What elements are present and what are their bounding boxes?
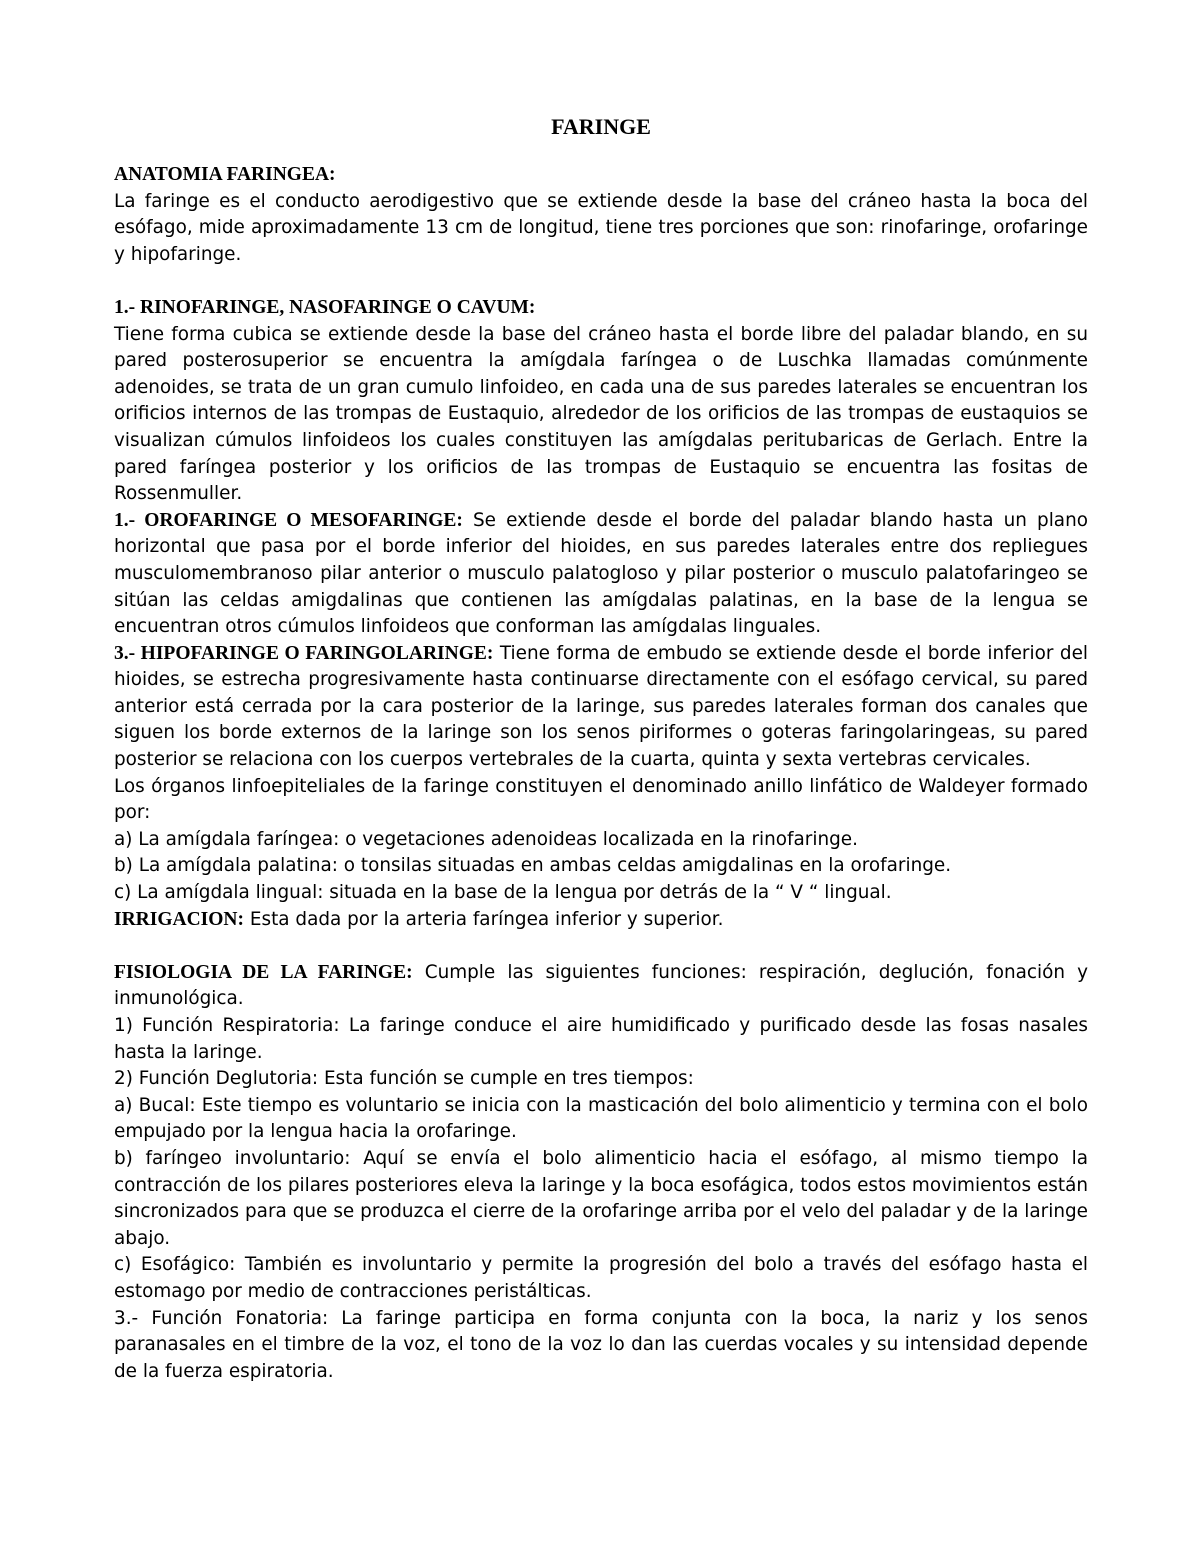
fisiologia-item-fonatoria: 3.- Función Fonatoria: La faringe participa en forma conjunta con la boca, la nariz y los senos paranasales en el timbre de la voz, el tono de la voz lo dan las cuerdas vocales y su intensidad depende de la fuerza espiratoria. <box>114 1307 1088 1382</box>
waldeyer-item-c: c) La amígdala lingual: situada en la base de la lengua por detrás de la “ V “ lingual. <box>114 882 892 904</box>
orofaringe-text: Se extiende desde el borde del paladar blando hasta un plano horizontal que pasa por el borde inferior del hioides, en sus paredes laterales entre dos repliegues musculomembranoso pilar anterior o musculo palatogloso y pilar posterior o musculo palatofaringeo se sitúan las celdas amigdalinas que contienen las amígdalas palatinas, en la base de la lengua se encuentran otros cúmulos linfoideos que conforman las amígdalas linguales. <box>114 509 1088 638</box>
fisiologia-heading: FISIOLOGIA DE LA FARINGE: <box>114 961 413 983</box>
anatomia-heading: ANATOMIA FARINGEA: <box>114 164 336 185</box>
fisiologia-item-deglutoria: 2) Función Deglutoria: Esta función se cumple en tres tiempos: <box>114 1068 694 1090</box>
hipofaringe-paragraph <box>114 641 1088 774</box>
section-rinofaringe-heading <box>114 295 1088 322</box>
rinofaringe-heading: 1.- RINOFARINGE, NASOFARINGE O CAVUM: <box>114 296 536 318</box>
fisiologia-item-faringeo: b) faríngeo involuntario: Aquí se envía el bolo alimenticio hacia el esófago, al mismo tiempo la contracción de los pilares posteriores eleva la laringe y la boca esofágica, todos estos movimientos están sincronizados para que se produzca el cierre de la orofaringe arriba por el velo del paladar y de la laringe abajo. <box>114 1147 1088 1249</box>
waldeyer-item-b: b) La amígdala palatina: o tonsilas situadas en ambas celdas amigdalinas en la orofaringe. <box>114 855 952 877</box>
waldeyer-item-a: a) La amígdala faríngea: o vegetaciones adenoideas localizada en la rinofaringe. <box>114 828 858 850</box>
rinofaringe-paragraph: Tiene forma cubica se extiende desde la base del cráneo hasta el borde libre del paladar blando, en su pared posterosuperior se encuentra la amígdala faríngea o de Luschka llamadas comúnmente adenoides, se trata de un gran cumulo linfoideo, en cada una de sus paredes laterales se encuentran los orificios internos de las trompas de Eustaquio, alrededor de los orificios de las trompas de eustaquios se visualizan cúmulos linfoideos los cuales constituyen las amígdalas peritubaricas de Gerlach. Entre la pared faríngea posterior y los orificios de las trompas de Eustaquio se encuentra las fositas de Rossenmuller. <box>114 323 1088 505</box>
blank-line <box>114 933 1088 960</box>
fisiologia-item-respiratoria: 1) Función Respiratoria: La faringe conduce el aire humidificado y purificado desde las fosas nasales hasta la laringe. <box>114 1015 1088 1063</box>
fisiologia-paragraph <box>114 960 1088 1013</box>
blank-line <box>114 268 1088 295</box>
fisiologia-item-esofagico: c) Esofágico: También es involuntario y permite la progresión del bolo a través del esófago hasta el estomago por medio de contracciones peristálticas. <box>114 1254 1088 1302</box>
document-page <box>114 112 1088 1385</box>
irrigacion-text: Esta dada por la arteria faríngea inferior y superior. <box>244 908 724 930</box>
waldeyer-intro: Los órganos linfoepiteliales de la faringe constituyen el denominado anillo linfático de Waldeyer formado por: <box>114 775 1088 824</box>
section-anatomia-heading <box>114 162 1088 189</box>
irrigacion-heading: IRRIGACION: <box>114 908 245 930</box>
orofaringe-paragraph <box>114 508 1088 641</box>
document-title: FARINGE <box>551 114 651 139</box>
fisiologia-item-bucal: a) Bucal: Este tiempo es voluntario se inicia con la masticación del bolo alimenticio y termina con el bolo empujado por la lengua hacia la orofaringe. <box>114 1094 1088 1143</box>
orofaringe-heading: 1.- OROFARINGE O MESOFARINGE: <box>114 509 463 531</box>
anatomia-paragraph: La faringe es el conducto aerodigestivo que se extiende desde la base del cráneo hasta la boca del esófago, mide aproximadamente 13 cm de longitud, tiene tres porciones que son: rinofaringe, orofaringe y hipofaringe. <box>114 190 1088 265</box>
irrigacion-paragraph <box>114 907 1088 934</box>
hipofaringe-heading: 3.- HIPOFARINGE O FARINGOLARINGE: <box>114 642 494 664</box>
hipofaringe-text: Tiene forma de embudo se extiende desde el borde inferior del hioides, se estrecha progresivamente hasta continuarse directamente con el esófago cervical, su pared anterior está cerrada por la cara posterior de la laringe, sus paredes laterales forman dos canales que siguen los borde externos de la laringe son los senos piriformes o goteras faringolaringeas, su pared posterior se relaciona con los cuerpos vertebrales de la cuarta, quinta y sexta vertebras cervicales. <box>114 642 1088 771</box>
fisiologia-text: Cumple las siguientes funciones: respiración, deglución, fonación y inmunológica. <box>114 961 1089 1010</box>
